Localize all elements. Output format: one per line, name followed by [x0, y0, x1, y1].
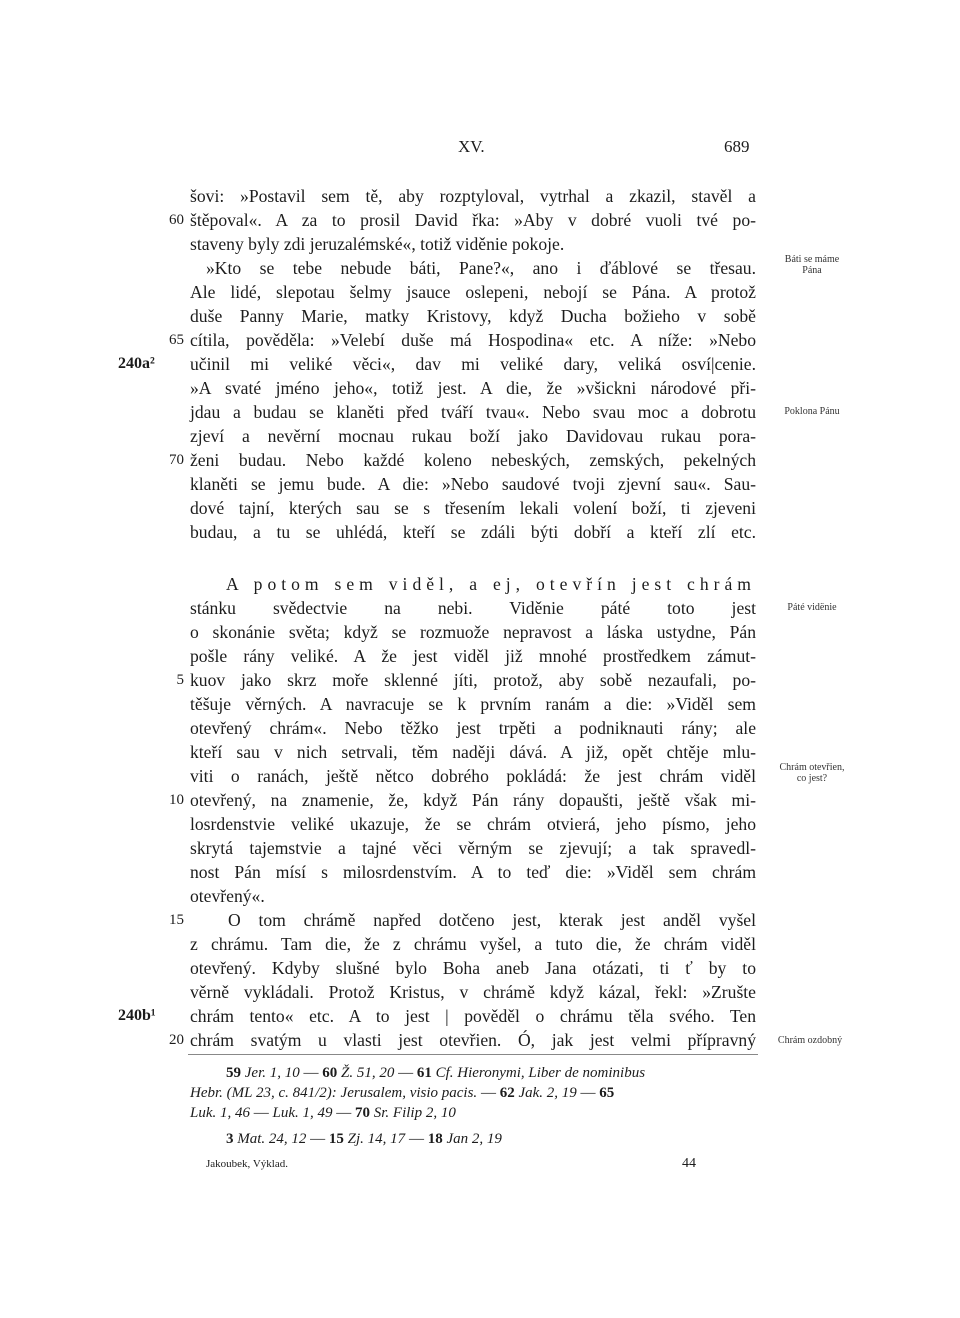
folio-mark: 240a²	[118, 355, 155, 372]
text-line: stánku svědectvie na nebi. Viděnie páté toto jest	[190, 598, 756, 618]
line-number: 10	[169, 792, 184, 808]
text-line: losrdenstvie veliké ukazuje, že se chrám otvierá, jeho písmo, jeho	[190, 814, 756, 834]
line-number: 15	[169, 912, 184, 928]
line-number: 60	[169, 212, 184, 228]
text-line: z chrámu. Tam die, že z chrámu vyšel, a tuto die, že chrám viděl	[190, 934, 756, 954]
text-line: nost Pán mísí s milosrdenstvím. A to teď die: »Viděl sem chrám	[190, 862, 756, 882]
text-line: ženi budau. Nebo každé koleno nebeských, zemských, pekelných	[190, 450, 756, 470]
footnote-number: 65	[599, 1085, 615, 1101]
footnote-line: 3 Mat. 24, 12 — 15 Zj. 14, 17 — 18 Jan 2, 19	[226, 1131, 502, 1147]
line-number: 70	[169, 452, 184, 468]
text-line: otevřený. Kdyby slušné bylo Boha aneb Jana otázati, ti ť by to	[190, 958, 756, 978]
text-line: štěpoval«. A za to prosil David řka: »Aby v dobré vuoli tvé po-	[190, 210, 756, 230]
text-line: otevřený«.	[190, 886, 265, 906]
footnote-number: 18	[427, 1131, 443, 1147]
text-line: klaněti se jemu bude. A die: »Nebo saudové tvoji zjevní sau«. Sau-	[190, 474, 756, 494]
text-line: jdau a budau se klaněti před tváří tvau«. Nebo svau moc a dobrotu	[190, 402, 756, 422]
footnote-number: 70	[355, 1105, 370, 1121]
footnote-ref: Zj. 14, 17	[347, 1131, 406, 1147]
footnote-number: 61	[416, 1065, 432, 1081]
margin-note: Poklona Pánu	[784, 406, 840, 417]
chapter-number: XV.	[458, 137, 485, 156]
margin-note: Chrám ozdobný	[777, 1035, 843, 1046]
footnote-ref: Ž. 51, 20	[341, 1065, 395, 1081]
text-line: kteří sau v nich setrvali, těm naději dává. A již, opět chtěje mlu-	[190, 742, 756, 762]
margin-note: Páté vidënie	[787, 602, 837, 613]
footnote-number: 62	[499, 1085, 515, 1101]
text-line: O tom chrámě napřed dotčeno jest, kterak jest anděl vyšel	[228, 910, 756, 930]
footnote-number: 59	[226, 1065, 241, 1081]
sheet-number: 44	[682, 1156, 696, 1171]
margin-note-line: Pána	[802, 265, 822, 276]
page-number: 689	[724, 137, 750, 156]
footnote-ref: Hebr. (ML 23, c. 841/2): Jerusalem, visio pacis.	[190, 1085, 478, 1101]
text-line: šovi: »Postavil sem tě, aby rozptyloval, vytrhal a zkazil, stavěl a	[190, 186, 756, 206]
text-line: těšuje věrných. A navracuje se k prvním ranám a die: »Viděl sem	[190, 694, 756, 714]
footnote-ref: Luk. 1, 49	[272, 1105, 333, 1121]
signature-mark: Jakoubek, Výklad.	[206, 1158, 288, 1170]
footnote-line: Hebr. (ML 23, c. 841/2): Jerusalem, visio pacis. — 62 Jak. 2, 19 — 65	[190, 1085, 615, 1101]
footnote-ref: Luk. 1, 46	[190, 1105, 250, 1121]
text-line: cítila, pověděla: »Velebí duše má Hospodina« etc. A níže: »Nebo	[190, 330, 756, 350]
footnote-ref: Jan 2, 19	[446, 1131, 502, 1147]
text-line: duše Panny Marie, matky Kristovy, když Ducha božieho v sobě	[190, 306, 756, 326]
text-line: chrám svatým u vlasti jest otevřien. Ó, jak jest velmi přípravný	[190, 1030, 756, 1050]
text-line: otevřený, na znamenie, že, když Pán rány dopaušti, ještě však mi-	[190, 790, 756, 810]
folio-mark: 240b¹	[118, 1007, 156, 1024]
text-line: věrně vykládali. Protož Kristus, v chrámě když kázal, řekl: »Zrušte	[190, 982, 756, 1002]
footnote-ref: Mat. 24, 12	[237, 1131, 307, 1147]
margin-note	[770, 254, 854, 276]
text-line: viti o ranách, ještě nětco dobrého pokládá: že jest chrám viděl	[190, 766, 756, 786]
text-line: budau, a tu se uhlédá, kteří se zdáli býti dobří a kteří zlí etc.	[190, 522, 756, 542]
footnote-line: 59 Jer. 1, 10 — 60 Ž. 51, 20 — 61 Cf. Hieronymi, Liber de nominibus	[226, 1065, 646, 1081]
text-line: chrám tento« etc. A to jest | pověděl o chrámu těla svého. Ten	[190, 1006, 756, 1026]
text-line: otevřený chrám«. Nebo těžko jest trpěti a podniknauti rány; ale	[190, 718, 756, 738]
text-line: kuov jako skrz moře sklenné jíti, protož, aby sobě nezaufali, po-	[190, 670, 756, 690]
footnote-number: 60	[322, 1065, 338, 1081]
text-line: »Kto se tebe nebude báti, Pane?«, ano i ďáblové se třesau.	[206, 258, 756, 278]
footnote-ref: Sr. Filip 2, 10	[373, 1105, 456, 1121]
footnote-number: 3	[226, 1131, 234, 1147]
footnote-number: 15	[328, 1131, 344, 1147]
text-line: učinil mi veliké věci«, dav mi veliké dary, veliká osví|cenie.	[190, 354, 756, 374]
line-number: 20	[169, 1032, 184, 1048]
text-line: staveny byly zdi jeruzalémské«, totiž viděnie pokoje.	[190, 234, 565, 254]
footnote-ref: Jer. 1, 10	[244, 1065, 300, 1081]
margin-note-line: Báti se máme	[784, 254, 840, 265]
text-line: o skonánie světa; když se rozmuože nepravost a láska ustydne, Pán	[190, 622, 756, 642]
footnote-line: Luk. 1, 46 — Luk. 1, 49 — 70 Sr. Filip 2, 10	[190, 1105, 456, 1121]
footnote-ref: Cf. Hieronymi, Liber de nominibus	[435, 1065, 646, 1081]
footnote-divider	[188, 1054, 758, 1055]
margin-note-line: co jest?	[796, 773, 828, 784]
text-line: »A svaté jméno jeho«, totiž jest. A die, že »všickni národové při-	[190, 378, 756, 398]
text-line: pošle rány veliké. A že jest viděl již mnohé prostředkem zámut-	[190, 646, 756, 666]
line-number: 65	[169, 332, 184, 348]
text-line: dové tajní, kterých sau se s třesením lekali volení boží, ti zjeveni	[190, 498, 756, 518]
text-line: A potom sem viděl, a ej, otevřín jest chrám	[226, 574, 756, 594]
text-line: skrytá tajemstvie a tajné věci věrným se zjevují; a tak spravedl-	[190, 838, 756, 858]
margin-note	[762, 762, 862, 784]
margin-note-line: Chrám otevřien,	[779, 762, 845, 773]
line-number: 5	[176, 672, 184, 688]
footnote-ref: Jak. 2, 19	[518, 1085, 577, 1101]
text-line: zjeví a nevěrní mocnau rukau boží jako Davidovau rukau pora-	[190, 426, 756, 446]
text-line: Ale lidé, slepotau šelmy jsauce oslepeni, nebojí se Pána. A protož	[190, 282, 756, 302]
